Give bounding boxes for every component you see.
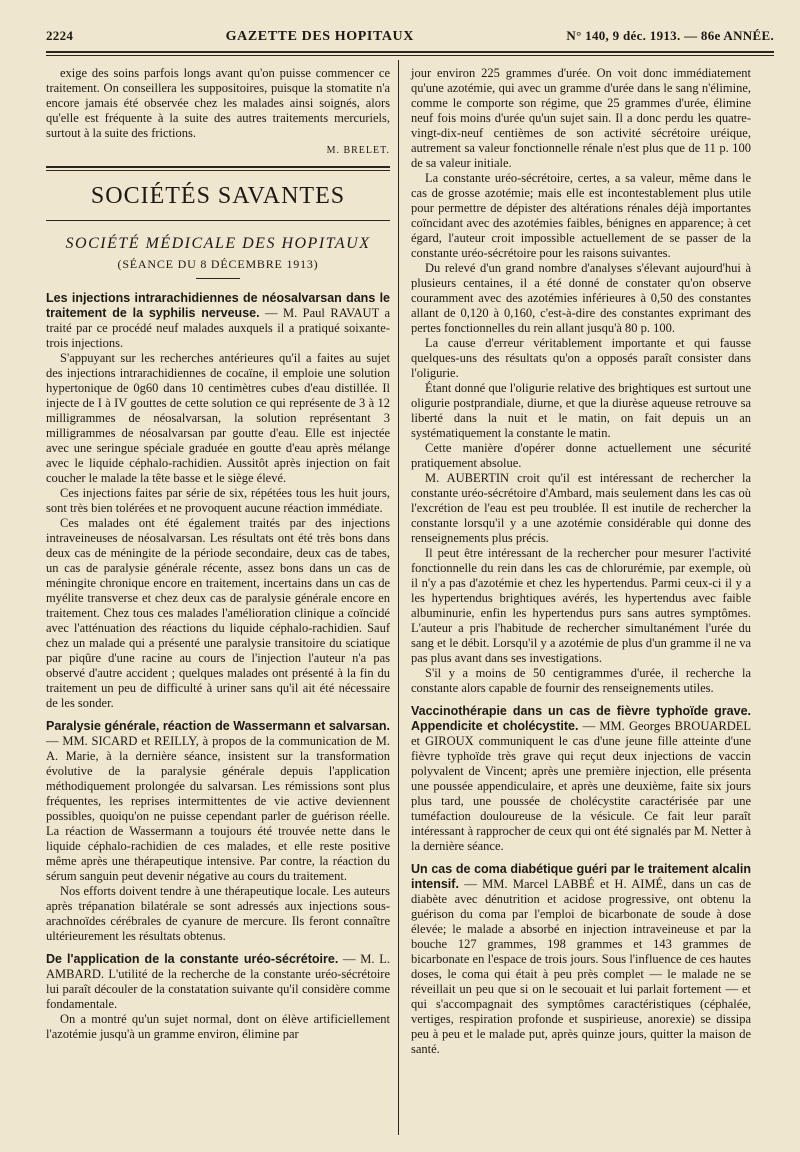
paragraph: M. AUBERTIN croit qu'il est intéressant de rechercher la constante uréo-sécrétoire d'Ambard, mais seulement dans les cas où l'excrétion de l'eau est peu troublée. Il est inutile de rechercher la constante lorsqu'il y a une azotémie considérable qui donne des renseignements plus précis. bbox=[411, 471, 751, 545]
header-rule bbox=[46, 51, 774, 53]
header-rule-thin bbox=[46, 55, 774, 56]
short-divider bbox=[196, 278, 240, 279]
article-text: — MM. Marcel LABBÉ et H. AIMÉ, dans un cas de diabète avec dénutrition et acidose progressive, ont obtenu la guérison du coma par l'emploi de bicarbonate de soude à dose élevée; le malade a absorbé en injection intraveineuse et par la bouche 127 grammes, 198 grammes et 143 grammes de bicarbonate en l'espace de trois jours. Sous l'influence de ces hautes doses, le coma qui était à peu près complet — le malade ne se réveillait un peu que si on le secouait et lui parlait fortement — et qui s'accompagnait des symptômes caractéristiques (céphalée, vertiges, respiration profonde et suspirieuse, anorexie) se dissipa peu à peu et le malade put, après quinze jours, quitter la maison de santé. bbox=[411, 877, 751, 1056]
paragraph: Nos efforts doivent tendre à une thérapeutique locale. Les auteurs après trépanation bilatérale se sont adressés aux injections sous-arachnoïdes cérébrales de cyanure de mercure. Ils feront connaître ultérieurement les résultats obtenus. bbox=[46, 884, 390, 943]
intro-paragraph: exige des soins parfois longs avant qu'on puisse commencer ce traitement. On conseillera les suppositoires, puisque la stomatite n'a encore jamais été observée chez les malades ainsi soignés, alors qu'elle est fréquente à la suite des autres traitements mercuriels, surtout à la suite des frictions. bbox=[46, 66, 390, 140]
article-paralysie bbox=[46, 719, 390, 884]
article-title-injections: Les injections intrarachidiennes de néosalvarsan dans le traitement de la syphilis nerveuse. bbox=[46, 291, 390, 320]
paragraph: Étant donné que l'oligurie relative des brightiques est surtout une oligurie postprandiale, diurne, et que la diurèse aqueuse retrouve sa liberté dans la nuit et le matin, on fait depuis un an systématiquement la constante le matin. bbox=[411, 381, 751, 440]
society-title: SOCIÉTÉ MÉDICALE DES HOPITAUX bbox=[65, 235, 371, 252]
paragraph: jour environ 225 grammes d'urée. On voit donc immédiatement qu'une azotémie, qui avec un gramme d'urée dans le sang n'élimine, comme le comporte son régime, que 25 grammes d'urée, élimine neuf fois moins d'urée qu'un sujet sain. Il a donc perdu les quatre-vingt-dix-neuf centièmes de son activité sécrétoire uréique, autrement sa valeur fonctionnelle rénale n'est plus que de 11 p. 100 de sa valeur initiale. bbox=[411, 66, 751, 170]
article-injections bbox=[46, 291, 390, 351]
article-constante bbox=[46, 952, 390, 1012]
article-text: — M. L. AMBARD. L'utilité de la recherche de la constante uréo-sécrétoire lui paraît découler de la constatation suivante qu'il considère comme fondamentale. bbox=[46, 952, 390, 1011]
text-columns bbox=[46, 66, 774, 1135]
paragraph: Cette manière d'opérer donne actuellement une sécurité pratiquement absolue. bbox=[411, 441, 751, 470]
paragraph: S'il y a moins de 50 centigrammes d'urée, il recherche la constante alors capable de fournir des renseignements utiles. bbox=[411, 666, 751, 695]
article-coma bbox=[411, 862, 751, 1057]
session-date: (SÉANCE DU 8 DÉCEMBRE 1913) bbox=[117, 257, 319, 271]
page-number: 2224 bbox=[46, 28, 74, 43]
article-title-paralysie: Paralysie générale, réaction de Wassermann et salvarsan. bbox=[46, 719, 390, 733]
article-text: — MM. SICARD et REILLY, à propos de la communication de M. A. Marie, à la dernière séance, insistent sur la transformation évolutive de la paralysie générale depuis l'application méthodiquement prolongée du salvarsan. Les rémissions sont plus fréquentes, les reprises intermittentes de vie active deviennent possibles, quoiqu'on ne puisse cependant parler de guérison réelle. La réaction de Wassermann a toujours été trouvée nette dans le liquide céphalo-rachidien de ces malades, et elle reste positive même après une thérapeutique intensive. Par contre, la réaction du sérum sanguin peut devenir négative au cours du traitement. bbox=[46, 734, 390, 883]
paragraph: La cause d'erreur véritablement importante et qui fausse quelques-uns des résultats qu'on a opposés paraît consister dans l'oligurie. bbox=[411, 336, 751, 380]
right-column bbox=[399, 66, 751, 1135]
article-vaccinotherapie bbox=[411, 704, 751, 854]
paragraph: Du relevé d'un grand nombre d'analyses s'élevant aujourd'hui à plusieurs centaines, il a été donné de constater qu'on observe couramment avec des azotémies inférieures à 0,50 des constantes allant de 0,120 à 0,160, c'est-à-dire des constantes exprimant des pertes fonctionnelles du rein allant jusqu'à 80 p. 100. bbox=[411, 261, 751, 335]
article-text: — MM. Georges BROUARDEL et GIROUX communiquent le cas d'une jeune fille atteinte d'une fièvre typhoïde très grave qui reçut deux injections de vaccin polyvalent de Vincent; après une première injection, elle présenta une poussée appendiculaire, et après une deuxième, faite six jours plus tard, une poussée de cholécystite caractérisée par une tuméfaction douloureuse de la vésicule. Ce fait leur paraît intéressant à rapprocher de ceux qui ont été signalés par M. Netter à la dernière séance. bbox=[411, 719, 752, 853]
page-header bbox=[46, 28, 774, 45]
author-signature: M. BRELET. bbox=[326, 145, 390, 156]
paragraph: La constante uréo-sécrétoire, certes, a sa valeur, même dans le cas de grosse azotémie; mais elle est incontestablement plus utile pour permettre de dépister des altérations rénales déjà importantes coïncidant avec des azotémies faibles, bénignes en apparence; à cet égard, l'auteur croit impossible actuellement de se passer de la constante uréo-sécrétoire pour les raisons suivantes. bbox=[411, 171, 751, 260]
section-rule-top-thin bbox=[46, 170, 390, 171]
article-title-coma: Un cas de coma diabétique guéri par le traitement alcalin intensif. bbox=[411, 862, 751, 891]
paragraph: Ces injections faites par série de six, répétées tous les huit jours, sont très bien tolérées et ne provoquent aucune réaction immédiate. bbox=[46, 486, 390, 515]
section-title: SOCIÉTÉS SAVANTES bbox=[90, 183, 346, 209]
paragraph: Il peut être intéressant de la rechercher pour mesurer l'activité fonctionnelle du rein dans les cas de chlorurémie, par exemple, où il n'y a pas d'azotémie et chez les hypertendus. Parmi ceux-ci il y a les hypertendus brightiques avérés, les hypertendus avec faible albuminurie, enfin les hypertendus purs sans autres symptômes. L'auteur a pris l'habitude de rechercher simultanément l'urée du sang et le débit. Lorsqu'il y a azotémie de plus d'un gramme il ne va pas plus avant dans ses investigations. bbox=[411, 546, 751, 665]
section-rule-top bbox=[46, 166, 390, 168]
section-rule-bottom bbox=[46, 220, 390, 221]
article-title-constante: De l'application de la constante uréo-sécrétoire. bbox=[46, 952, 339, 966]
paragraph: S'appuyant sur les recherches antérieures qu'il a faites au sujet des injections intrarachidiennes de cocaïne, il emploie une solution hypertonique de 0g60 dans 10 centimètres cubes d'eau distillée. Il injecte de I à IV gouttes de cette solution ce qui représente de 3 à 12 milligrammes de néosalvarsan, la solution représentant 3 milligrammes de néosalvarsan par goutte d'eau. Elle est injectée avec une seringue spéciale graduée en goutte d'eau après mélange avec le liquide céphalo-rachidien. Aussitôt après injection on fait coucher le malade la tête basse et le siège élevé. bbox=[46, 351, 390, 485]
left-column bbox=[46, 66, 398, 1135]
issue-info: N° 140, 9 déc. 1913. — 86e ANNÉE. bbox=[566, 28, 774, 43]
paragraph: On a montré qu'un sujet normal, dont on élève artificiellement l'azotémie jusqu'à un gramme environ, élimine par bbox=[46, 1012, 390, 1041]
article-text: — M. Paul RAVAUT a traité par ce procédé neuf malades auxquels il a pratiqué soixante-trois injections. bbox=[46, 306, 390, 350]
paragraph: Ces malades ont été également traités par des injections intraveineuses de néosalvarsan. Les résultats ont été très bons dans deux cas de méningite de la période secondaire, deux cas de tabes, un cas de paralysie générale récente, assez bons dans un cas de méningite chronique encore en traitement, incertains dans un cas de myélite transverse et chez deux cas de paralysie générale encore en traitement. Chez tous ces malades l'amélioration clinique a coïncidé avec l'atténuation des réactions du liquide céphalo-rachidien. Sauf chez un malade qui a présenté une paralysie transitoire du sciatique par piqûre d'une racine au cours de l'injection l'auteur n'a pas observé d'autre accident ; quelques malades ont présenté à la fin du traitement un peu de difficulté à uriner sans qu'il ait été nécessaire de les sonder. bbox=[46, 516, 390, 710]
journal-title: GAZETTE DES HOPITAUX bbox=[225, 29, 414, 44]
article-title-vaccinotherapie: Vaccinothérapie dans un cas de fièvre typhoïde grave. Appendicite et cholécystite. bbox=[411, 704, 751, 733]
